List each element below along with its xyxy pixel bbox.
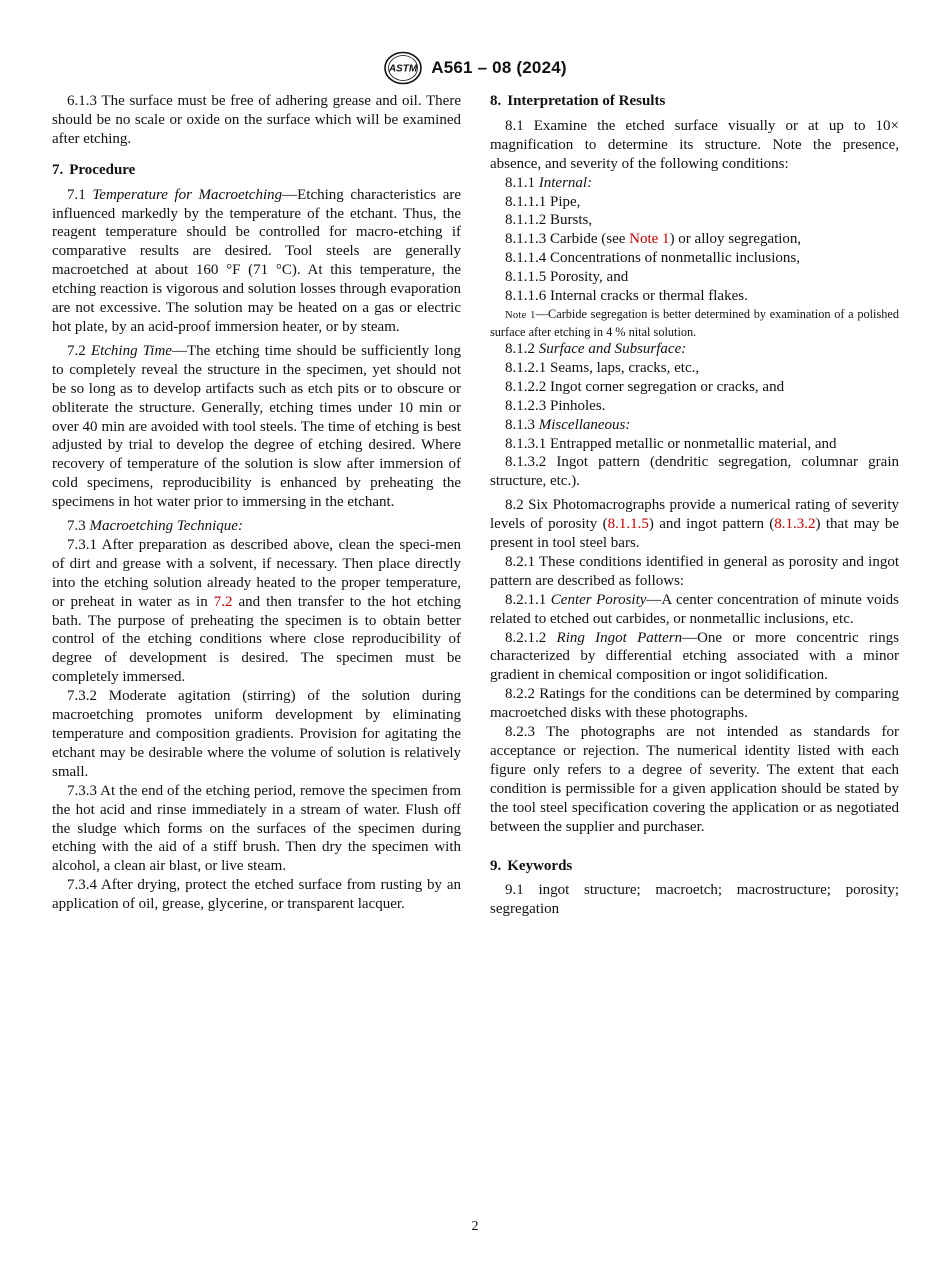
paragraph-8-1-1-title: Internal: [538,174,593,191]
paragraph-7-3-title: Macroetching Technique: [89,518,243,535]
list-item-8-1-3-2: 8.1.3.2 Ingot pattern (dendritic segregation, columnar grain structure, etc.). [490,454,899,490]
paragraph-7-2 [52,342,461,512]
paragraph-8-2-1-2-title: Ring Ingot Pattern [556,629,683,646]
astm-logo-icon [383,51,423,85]
list-item-8-1-1-2: 8.1.1.2 Bursts, [505,212,593,229]
note-1-label: Note 1 [505,309,536,321]
section-8-title: Interpretation of Results [507,93,666,109]
paragraph-7-3-number: 7.3 [67,518,86,535]
list-item-8-1-2-2: 8.1.2.2 Ingot corner segregation or cracks, and [505,378,785,395]
section-7-number: 7. [52,161,64,178]
paragraph-8-2-1-1 [490,591,899,629]
paragraph-9-1: 9.1 ingot structure; macroetch; macrostructure; porosity; segregation [490,882,899,918]
section-8-number: 8. [490,93,502,109]
paragraph-7-1-text: —Etching characteristics are influenced markedly by the temperature of the etchant. Thus, the reagent temperature should be controlled for macro-etching if comparative results are desired. Tool steels are generally macroetched at about 160 °F (71 °C). At this temperature, the etching reaction is vigorous and solution losses through evaporation are not excessive. The solution may be heated on a gas or electric hot plate, by an acid-proof immersion heater, or by steam. [52,186,462,335]
list-item-8-1-1-1: 8.1.1.1 Pipe, [505,193,581,210]
paragraph-8-2-1-2-number: 8.2.1.2 [505,629,547,646]
section-7-heading [52,161,461,180]
paragraph-7-2-title: Etching Time [90,342,172,359]
page-number: 2 [471,1219,479,1234]
cross-reference-link[interactable]: 7.2 [213,593,233,610]
section-9-title: Keywords [507,857,573,874]
list-item-8-1-1-3-text-b: ) or alloy segregation, [669,231,802,248]
paragraph-8-2-1-1-text: —A center concentration of minute voids related to etched out carbides, or nonmetallic inclusions, etc. [490,591,899,627]
paragraph-8-1-2-title: Surface and Subsurface: [538,340,687,357]
paragraph-8-1-3-title: Miscellaneous: [538,416,631,433]
paragraph-8-1-2-number: 8.1.2 [505,340,535,357]
paragraph-7-3-1-text-b: and then transfer to the hot etching bath. The purpose of preheating the specimen is to obtain better control of the etching conditions where close reproducibility of degree of development is desired. The specimen must be completely immersed. [52,593,461,686]
list-item-8-1-1-3 [490,230,899,249]
list-item-8-1-3-1: 8.1.3.1 Entrapped metallic or nonmetallic material, and [505,435,837,452]
paragraph-8-1-3-number: 8.1.3 [505,416,535,433]
paragraph-8-1-1-number: 8.1.1 [505,174,535,191]
paragraph-7-3-1 [52,536,461,687]
paragraph-7-2-text: —The etching time should be sufficiently long to completely reveal the structure in the specimen, yet should not be so long as to develop artifacts such as etch pits or to obscure or obliterate the structure. Generally, etching times under 10 min or over 40 min are avoided with tool steels. The time of etching is best adjusted by trial to develop the degree of etching desired. Where recovery of temperature of the solution is slow after immersion of cold specimens, reproducibility is enhanced by preheating the specimens in hot water prior to immersing in the etchant. [52,342,462,511]
paragraph-7-3-3: 7.3.3 At the end of the etching period, remove the specimen from the hot acid and rinse immediately in a stream of water. Flush off the sludge which forms on the surfaces of the specimen during etching with the aid of a stiff brush. Then dry the specimen with alcohol, a clean air blast, or live steam. [52,782,461,875]
document-header [0,50,950,86]
section-9-number: 9. [490,857,502,874]
list-item-8-1-2-1: 8.1.2.1 Seams, laps, cracks, etc., [505,359,700,376]
paragraph-8-2-1-1-title: Center Porosity [550,591,647,608]
list-item-8-1-1-5: 8.1.1.5 Porosity, and [505,269,629,286]
paragraph-7-1 [52,186,461,337]
paragraph-7-3-2: 7.3.2 Moderate agitation (stirring) of the solution during macroetching promotes uniform development by eliminating temperature and composition gradients. Provision for agitating the etchant may be desirable where the volume of solution is relatively small. [52,688,461,780]
list-item-8-1-1-4: 8.1.1.4 Concentrations of nonmetallic inclusions, [505,250,800,267]
note-1-text: —Carbide segregation is better determined by examination of a polished surface after etching in 4 % nital solution. [490,306,900,339]
paragraph-8-2 [490,496,899,553]
note-1 [490,306,899,340]
paragraph-7-1-title: Temperature for Macroetching [92,186,283,203]
paragraph-8-1-3 [490,416,899,435]
paragraph-8-2-text-c: ) that may be present in tool steel bars. [490,516,899,552]
paragraph-8-2-text-b: ) and ingot pattern ( [648,516,775,533]
paragraph-8-2-1-1-number: 8.2.1.1 [505,591,547,608]
left-column [52,92,461,914]
document-designation: A561 – 08 (2024) [431,58,567,77]
section-9-heading [490,857,899,876]
list-item-8-1-2-3: 8.1.2.3 Pinholes. [505,397,606,414]
paragraph-7-2-number: 7.2 [67,342,86,359]
list-item-8-1-1-3-text-a: 8.1.1.3 Carbide (see [505,231,630,248]
paragraph-8-2-3: 8.2.3 The photographs are not intended as standards for acceptance or rejection. The numerical identity listed with each figure only refers to a degree of severity. The extent that each condition is permissible for a given application should be stated by the tool steel specification covering the application or as negotiated between the supplier and purchaser. [490,724,899,835]
section-7-title: Procedure [69,161,136,178]
paragraph-8-2-1: 8.2.1 These conditions identified in general as porosity and ingot pattern are described as follows: [490,553,899,589]
list-item-8-1-1-6: 8.1.1.6 Internal cracks or thermal flakes. [505,288,748,305]
paragraph-8-2-2: 8.2.2 Ratings for the conditions can be determined by comparing macroetched disks with these photographs. [490,686,899,722]
right-column [490,92,899,919]
paragraph-8-2-text-a: 8.2 Six Photomacrographs provide a numerical rating of severity levels of porosity ( [490,497,899,533]
paragraph-8-1-2 [490,340,899,359]
cross-reference-link[interactable]: 8.1.3.2 [774,516,816,533]
paragraph-8-1: 8.1 Examine the etched surface visually or at up to 10× magnification to determine its structure. Note the presence, absence, and severity of the following conditions: [490,117,899,172]
paragraph-6-1-3: 6.1.3 The surface must be free of adhering grease and oil. There should be no scale or oxide on the surface which will be examined after etching. [52,93,461,147]
paragraph-7-3 [52,517,461,536]
paragraph-8-2-1-2 [490,629,899,686]
cross-reference-link[interactable]: 8.1.1.5 [607,516,649,533]
paragraph-7-3-1-text-a: 7.3.1 After preparation as described above, clean the speci-men of dirt and grease with a solvent, if necessary. Then place directly into the etching solution already heated to the proper temperature, or preheat in water as in [52,536,461,610]
paragraph-8-2-1-2-text: —One or more concentric rings characterized by differential etching associated with a minor gradient in chemical composition or ingot solidification. [490,629,899,684]
paragraph-7-3-4: 7.3.4 After drying, protect the etched surface from rusting by an application of oil, grease, glycerine, or transparent lacquer. [52,877,461,913]
section-8-heading [490,92,899,111]
paragraph-7-1-number: 7.1 [67,186,86,203]
note-1-link[interactable]: Note 1 [629,231,670,248]
astm-logo-text: ASTM [389,63,418,75]
paragraph-8-1-1 [490,174,899,193]
